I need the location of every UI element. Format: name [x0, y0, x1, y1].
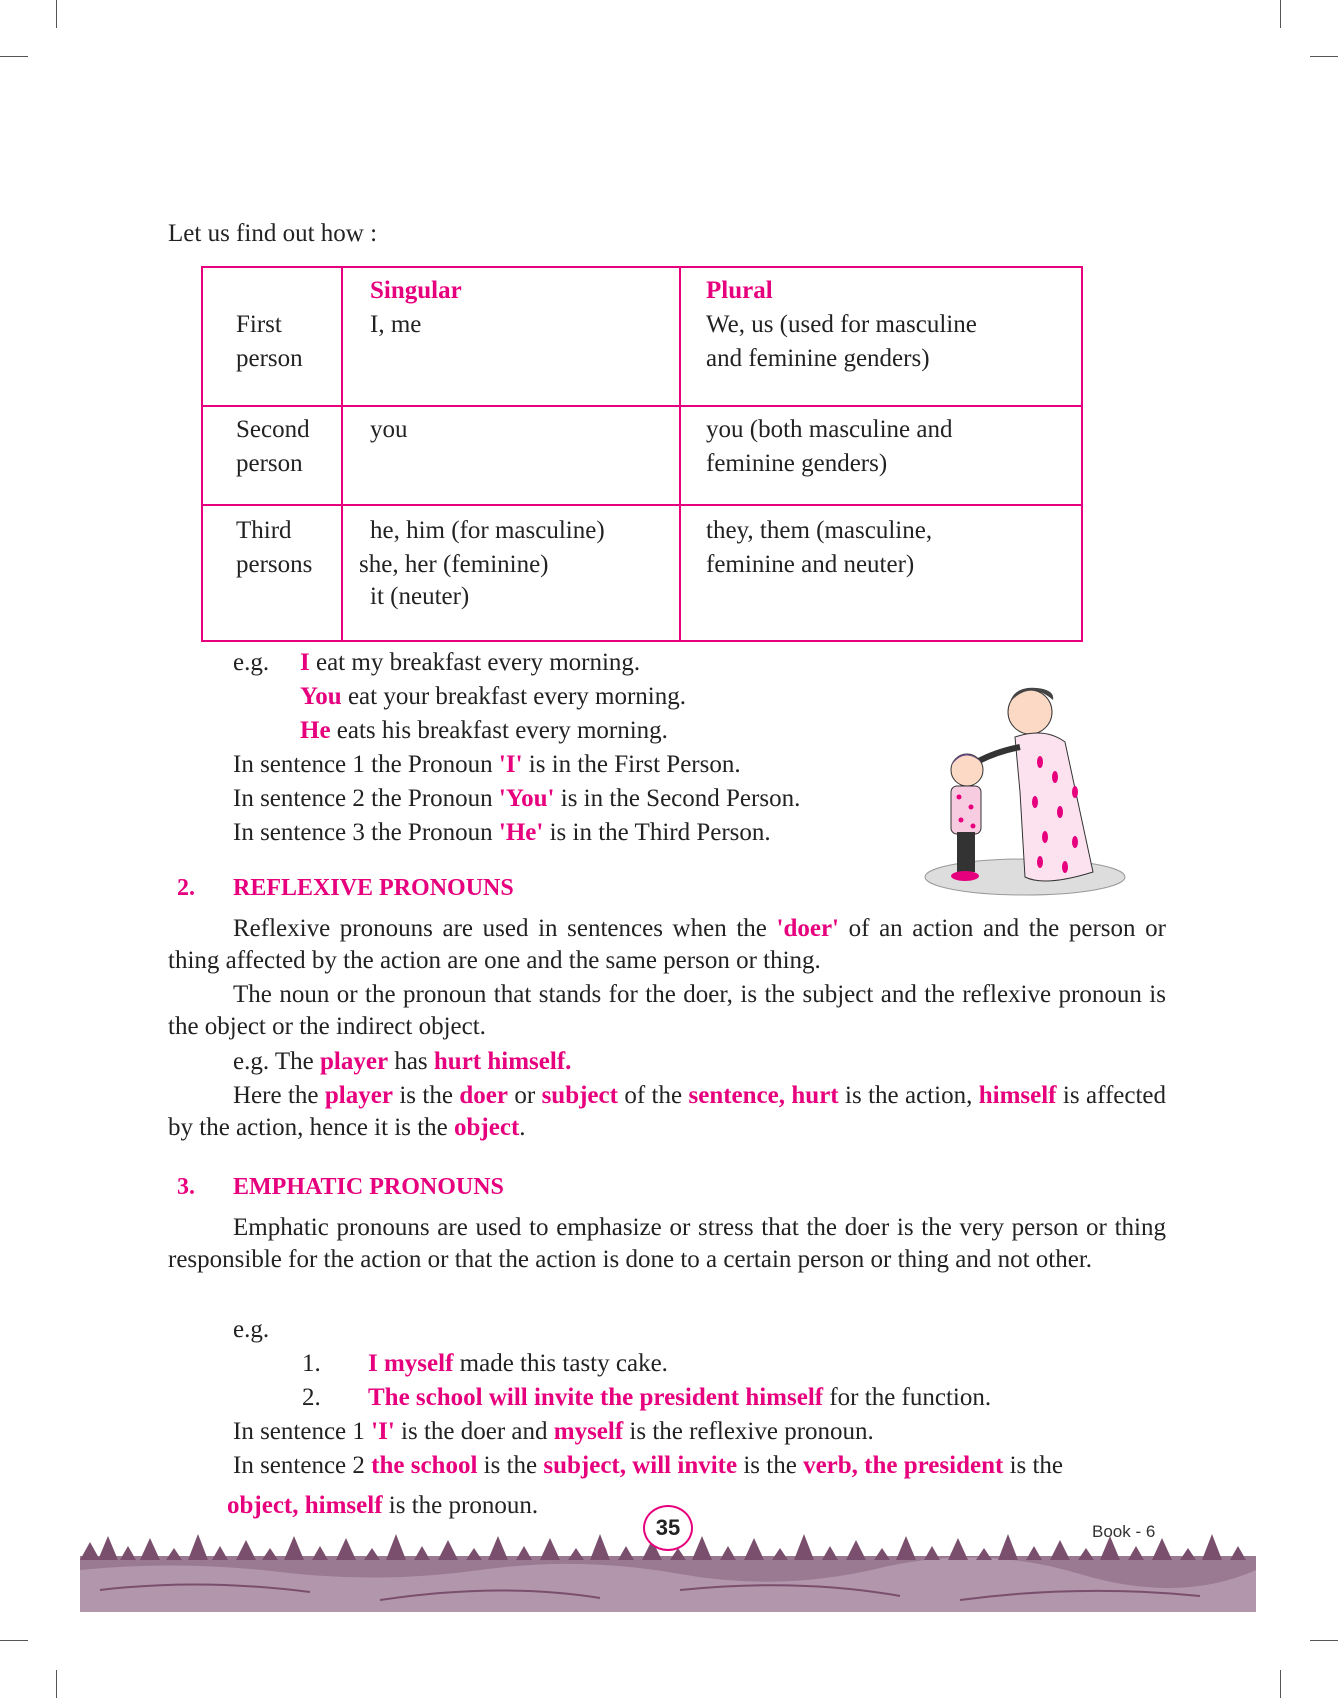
- text: Reflexive pronouns are used in sentences when the: [233, 915, 777, 942]
- term-highlight: player: [320, 1048, 389, 1075]
- person-label: Second: [236, 416, 310, 443]
- singular-value: I, me: [370, 311, 422, 338]
- person-label: person: [236, 345, 303, 372]
- term-highlight: player: [324, 1082, 393, 1109]
- text: In sentence 2 the Pronoun: [233, 785, 499, 812]
- text: In sentence 3 the Pronoun: [233, 819, 499, 846]
- term-highlight: sentence, hurt: [688, 1082, 839, 1109]
- plural-header: Plural: [706, 277, 773, 304]
- plural-value: feminine and neuter): [706, 551, 915, 578]
- list-number: 2.: [302, 1384, 321, 1411]
- table-row: [202, 267, 1082, 406]
- text: In sentence 1 the Pronoun: [233, 751, 499, 778]
- text: is the: [392, 1082, 460, 1109]
- crop-mark: [1280, 0, 1281, 28]
- crop-mark: [56, 0, 57, 28]
- term-highlight: subject, will invite: [543, 1452, 738, 1479]
- text: Here the: [233, 1082, 325, 1109]
- example-sentence: [233, 1046, 571, 1078]
- book-label: Book - 6: [1092, 1522, 1156, 1541]
- sentence-text: eats his breakfast every morning.: [330, 717, 668, 744]
- explanation-line: [233, 1450, 1063, 1482]
- text: is the: [737, 1452, 804, 1479]
- crop-mark: [1280, 1670, 1281, 1698]
- term-highlight: 'doer': [776, 915, 839, 942]
- plural-value: they, them (masculine,: [706, 517, 933, 544]
- crop-mark: [1310, 56, 1338, 57]
- text: .: [519, 1114, 526, 1141]
- plural-value: you (both masculine and: [706, 416, 953, 443]
- person-label: persons: [236, 551, 313, 578]
- explanation-line: [233, 1416, 874, 1448]
- term-highlight: I myself: [368, 1350, 454, 1377]
- singular-value: you: [370, 416, 408, 443]
- pronoun-highlight: He: [300, 717, 331, 744]
- pronoun-highlight: 'You': [498, 785, 555, 812]
- text: is the doer and: [394, 1418, 554, 1445]
- term-highlight: object, himself: [227, 1492, 383, 1519]
- term-highlight: 'I': [371, 1418, 395, 1445]
- pronoun-table: [201, 266, 1083, 642]
- intro-text: Let us find out how :: [168, 220, 378, 247]
- pronoun-highlight: You: [300, 683, 342, 710]
- text: of the: [617, 1082, 689, 1109]
- text: is in the Third Person.: [543, 819, 771, 846]
- example-sentence: [300, 647, 640, 679]
- text: The noun or the pronoun that stands for the doer, is the subject and the reflexive pronoun is the object or the indirect object.: [168, 981, 1166, 1040]
- singular-value: he, him (for masculine): [370, 517, 605, 544]
- explanation-line: [227, 1490, 538, 1522]
- text: has: [388, 1048, 434, 1075]
- table-row: [202, 406, 1082, 505]
- term-highlight: the school: [371, 1452, 478, 1479]
- text: is the action,: [838, 1082, 979, 1109]
- text: In sentence 2: [233, 1452, 372, 1479]
- paragraph: [168, 1080, 1166, 1144]
- term-highlight: doer: [459, 1082, 508, 1109]
- term-highlight: himself: [978, 1082, 1057, 1109]
- term-highlight: object: [454, 1114, 520, 1141]
- example-sentence: [300, 715, 668, 747]
- person-label: Third: [236, 517, 292, 544]
- section-title: REFLEXIVE PRONOUNS: [233, 875, 514, 901]
- explanation-line: [233, 749, 741, 781]
- list-item: [368, 1348, 668, 1380]
- explanation-line: [233, 817, 771, 849]
- text: is the: [1003, 1452, 1064, 1479]
- list-number: 1.: [302, 1350, 321, 1377]
- text: is the reflexive pronoun.: [623, 1418, 874, 1445]
- text: is affected by the action, hence it is the: [168, 1082, 1166, 1141]
- sentence-text: eat my breakfast every morning.: [309, 649, 641, 676]
- person-label: person: [236, 450, 303, 477]
- text: is in the Second Person.: [554, 785, 801, 812]
- example-label: e.g.: [233, 649, 270, 676]
- text: made this tasty cake.: [453, 1350, 668, 1377]
- explanation-line: [233, 783, 800, 815]
- text: is in the First Person.: [522, 751, 741, 778]
- plural-value: We, us (used for masculine: [706, 311, 977, 338]
- term-highlight: The school will invite the president himself: [368, 1384, 824, 1411]
- page-number: 35: [643, 1505, 693, 1551]
- paragraph: [168, 913, 1166, 977]
- crop-mark: [1310, 1640, 1338, 1641]
- text: is the: [477, 1452, 544, 1479]
- section-number: 2.: [177, 875, 195, 901]
- singular-value: it (neuter): [370, 583, 470, 610]
- singular-header: Singular: [370, 277, 462, 304]
- text: or: [507, 1082, 542, 1109]
- text: Emphatic pronouns are used to emphasize or stress that the doer is the very person or thing responsible for the action or that the action is done to a certain person or thing and not other.: [168, 1214, 1166, 1273]
- list-item: [368, 1382, 991, 1414]
- text: for the function.: [823, 1384, 992, 1411]
- term-highlight: verb, the president: [803, 1452, 1004, 1479]
- mother-child-illustration: [915, 682, 1130, 897]
- paragraph: [168, 1212, 1166, 1276]
- example-sentence: [300, 681, 686, 713]
- section-title: EMPHATIC PRONOUNS: [233, 1174, 504, 1200]
- text: is the pronoun.: [382, 1492, 539, 1519]
- text: of an action and the person or thing affected by the action are one and the same person or thing.: [168, 915, 1166, 974]
- pronoun-highlight: I: [300, 649, 310, 676]
- text: In sentence 1: [233, 1418, 372, 1445]
- term-highlight: myself: [553, 1418, 624, 1445]
- crop-mark: [0, 56, 28, 57]
- term-highlight: subject: [541, 1082, 618, 1109]
- paragraph: [168, 979, 1166, 1043]
- sentence-text: eat your breakfast every morning.: [341, 683, 686, 710]
- crop-mark: [56, 1670, 57, 1698]
- pronoun-highlight: 'I': [498, 751, 523, 778]
- plural-value: feminine genders): [706, 450, 888, 477]
- example-label: e.g.: [233, 1316, 270, 1343]
- pronoun-highlight: 'He': [498, 819, 544, 846]
- table-row: [202, 505, 1082, 641]
- plural-value: and feminine genders): [706, 345, 930, 372]
- text: e.g. The: [233, 1048, 321, 1075]
- singular-value: she, her (feminine): [359, 551, 549, 578]
- term-highlight: hurt himself.: [433, 1048, 572, 1075]
- section-number: 3.: [177, 1174, 195, 1200]
- person-label: First: [236, 311, 282, 338]
- crop-mark: [0, 1640, 28, 1641]
